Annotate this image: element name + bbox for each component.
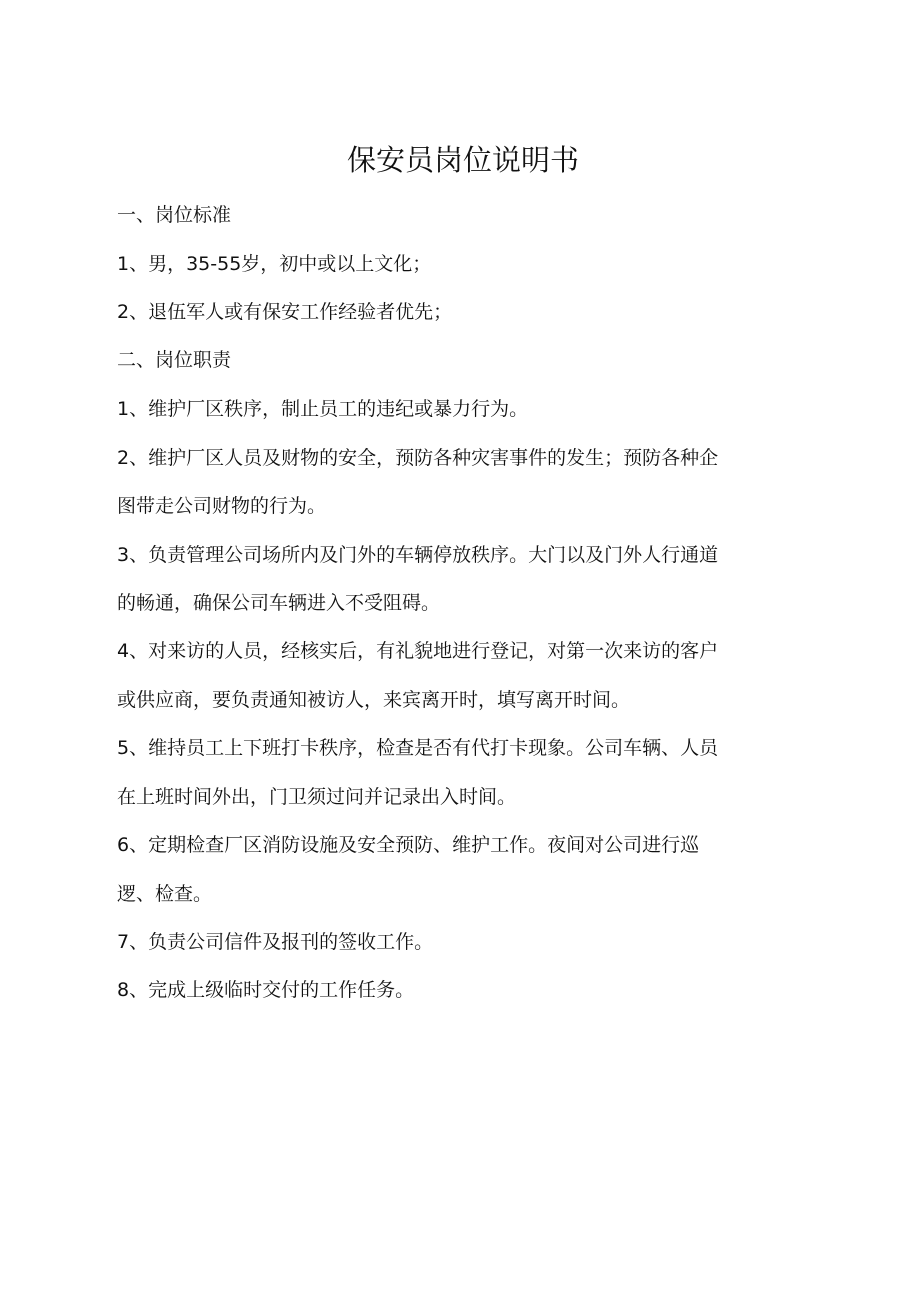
- duty-line: 1、维护厂区秩序，制止员工的违纪或暴力行为。: [117, 398, 529, 420]
- duty-line: 8、完成上级临时交付的工作任务。: [117, 979, 415, 1001]
- duty-line: 4、对来访的人员，经核实后，有礼貌地进行登记，对第一次来访的客户: [117, 640, 719, 662]
- duty-line: 图带走公司财物的行为。: [117, 495, 327, 517]
- standard-item: 1、男，35-55岁，初中或以上文化；: [117, 253, 432, 275]
- duty-line: 2、维护厂区人员及财物的安全，预防各种灾害事件的发生；预防各种企: [117, 447, 719, 469]
- duty-line: 6、定期检查厂区消防设施及安全预防、维护工作。夜间对公司进行巡: [117, 834, 700, 856]
- section-heading-duties: 二、岗位职责: [117, 349, 232, 371]
- duty-line: 或供应商，要负责通知被访人，来宾离开时，填写离开时间。: [117, 689, 631, 711]
- duty-line: 3、负责管理公司场所内及门外的车辆停放秩序。大门以及门外人行通道: [117, 544, 719, 566]
- duty-line: 逻、检查。: [117, 883, 213, 905]
- duty-line: 5、维持员工上下班打卡秩序，检查是否有代打卡现象。公司车辆、人员: [117, 737, 719, 759]
- document-title: 保安员岗位说明书: [346, 143, 579, 177]
- duty-line: 7、负责公司信件及报刊的签收工作。: [117, 931, 434, 953]
- standard-item: 2、退伍军人或有保安工作经验者优先；: [117, 301, 453, 323]
- duty-line: 的畅通，确保公司车辆进入不受阻碍。: [117, 592, 441, 614]
- duty-line: 在上班时间外出，门卫须过问并记录出入时间。: [117, 786, 517, 808]
- section-heading-standards: 一、岗位标准: [117, 204, 232, 226]
